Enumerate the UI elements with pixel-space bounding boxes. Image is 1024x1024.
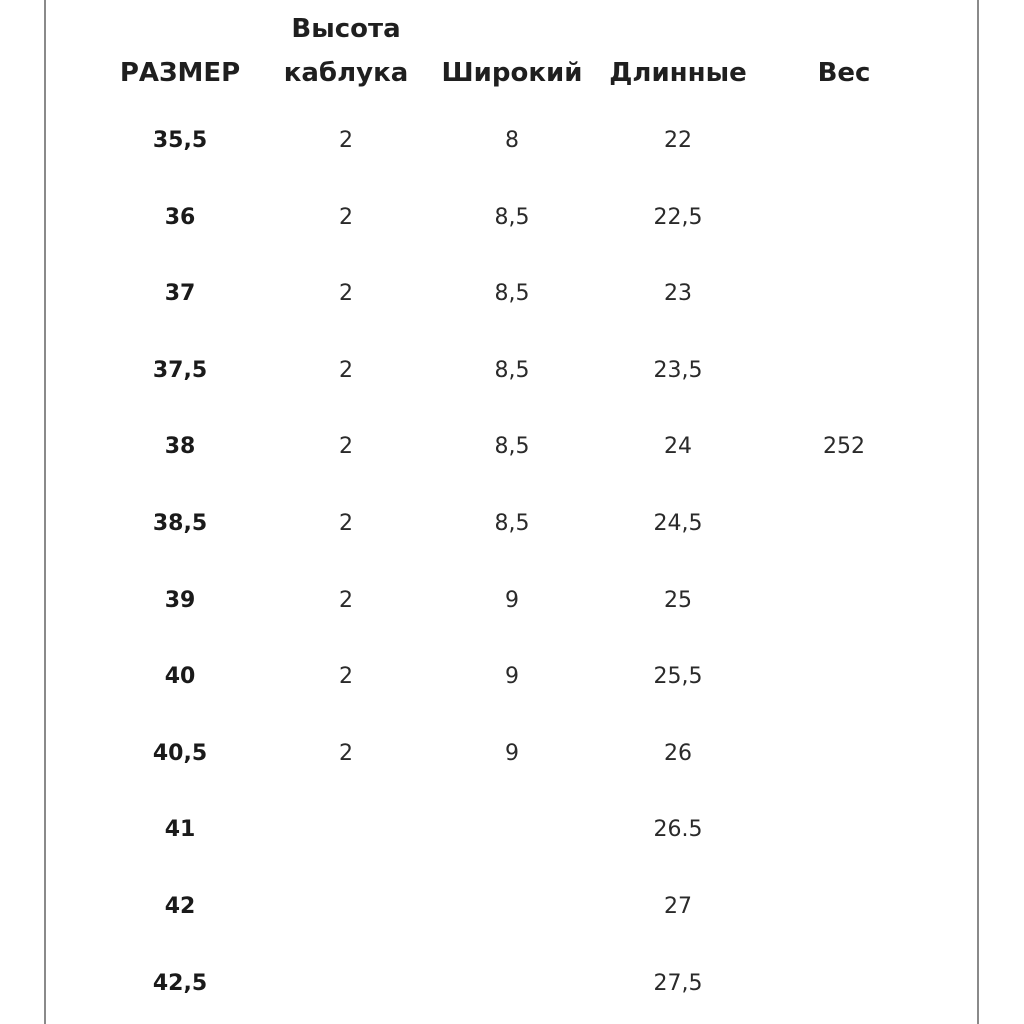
length-cell: 27 [664, 894, 692, 919]
header-width: Широкий [441, 58, 583, 88]
width-cell: 8,5 [494, 511, 530, 536]
width-cell: 8 [505, 128, 519, 153]
length-cell: 22,5 [653, 204, 703, 230]
left-border [44, 0, 46, 1024]
right-border [977, 0, 979, 1024]
size-cell: 42,5 [152, 970, 208, 996]
heel-height-cell: 2 [339, 357, 353, 383]
length-cell: 26.5 [653, 817, 703, 843]
size-cell: 37 [164, 281, 196, 307]
heel-height-cell: 2 [339, 128, 353, 153]
heel-height-cell: 2 [339, 511, 353, 536]
width-cell: 9 [505, 664, 519, 690]
width-cell: 8,5 [494, 204, 530, 230]
length-cell: 24,5 [653, 511, 703, 536]
size-cell: 41 [164, 817, 196, 843]
heel-height-cell: 2 [339, 740, 353, 766]
length-cell: 26 [664, 740, 692, 766]
length-cell: 27,5 [653, 970, 703, 996]
width-cell: 8,5 [494, 434, 530, 460]
width-cell: 9 [505, 587, 519, 613]
width-cell: 8,5 [494, 357, 530, 383]
length-cell: 24 [664, 434, 692, 460]
length-cell: 23,5 [653, 357, 703, 383]
size-cell: 35,5 [152, 128, 208, 153]
heel-height-cell: 2 [339, 204, 353, 230]
header-heel-height-line2: каблука [283, 58, 409, 88]
header-length: Длинные [609, 58, 747, 88]
size-cell: 36 [164, 204, 196, 230]
width-cell: 9 [505, 740, 519, 766]
heel-height-cell: 2 [339, 281, 353, 307]
width-cell: 8,5 [494, 281, 530, 307]
size-cell: 37,5 [152, 357, 208, 383]
header-weight: Вес [817, 58, 871, 88]
size-cell: 42 [164, 894, 196, 919]
size-cell: 39 [164, 587, 196, 613]
heel-height-cell: 2 [339, 664, 353, 690]
length-cell: 22 [664, 128, 692, 153]
heel-height-cell: 2 [339, 587, 353, 613]
length-cell: 25 [664, 587, 692, 613]
header-heel-height-line1: Высота [291, 14, 401, 44]
length-cell: 25,5 [653, 664, 703, 690]
size-cell: 40 [164, 664, 196, 690]
size-cell: 38,5 [152, 511, 208, 536]
weight-cell: 252 [823, 434, 865, 460]
header-size: РАЗМЕР [119, 58, 241, 88]
size-cell: 38 [164, 434, 196, 460]
heel-height-cell: 2 [339, 434, 353, 460]
length-cell: 23 [664, 281, 692, 307]
size-cell: 40,5 [152, 740, 208, 766]
